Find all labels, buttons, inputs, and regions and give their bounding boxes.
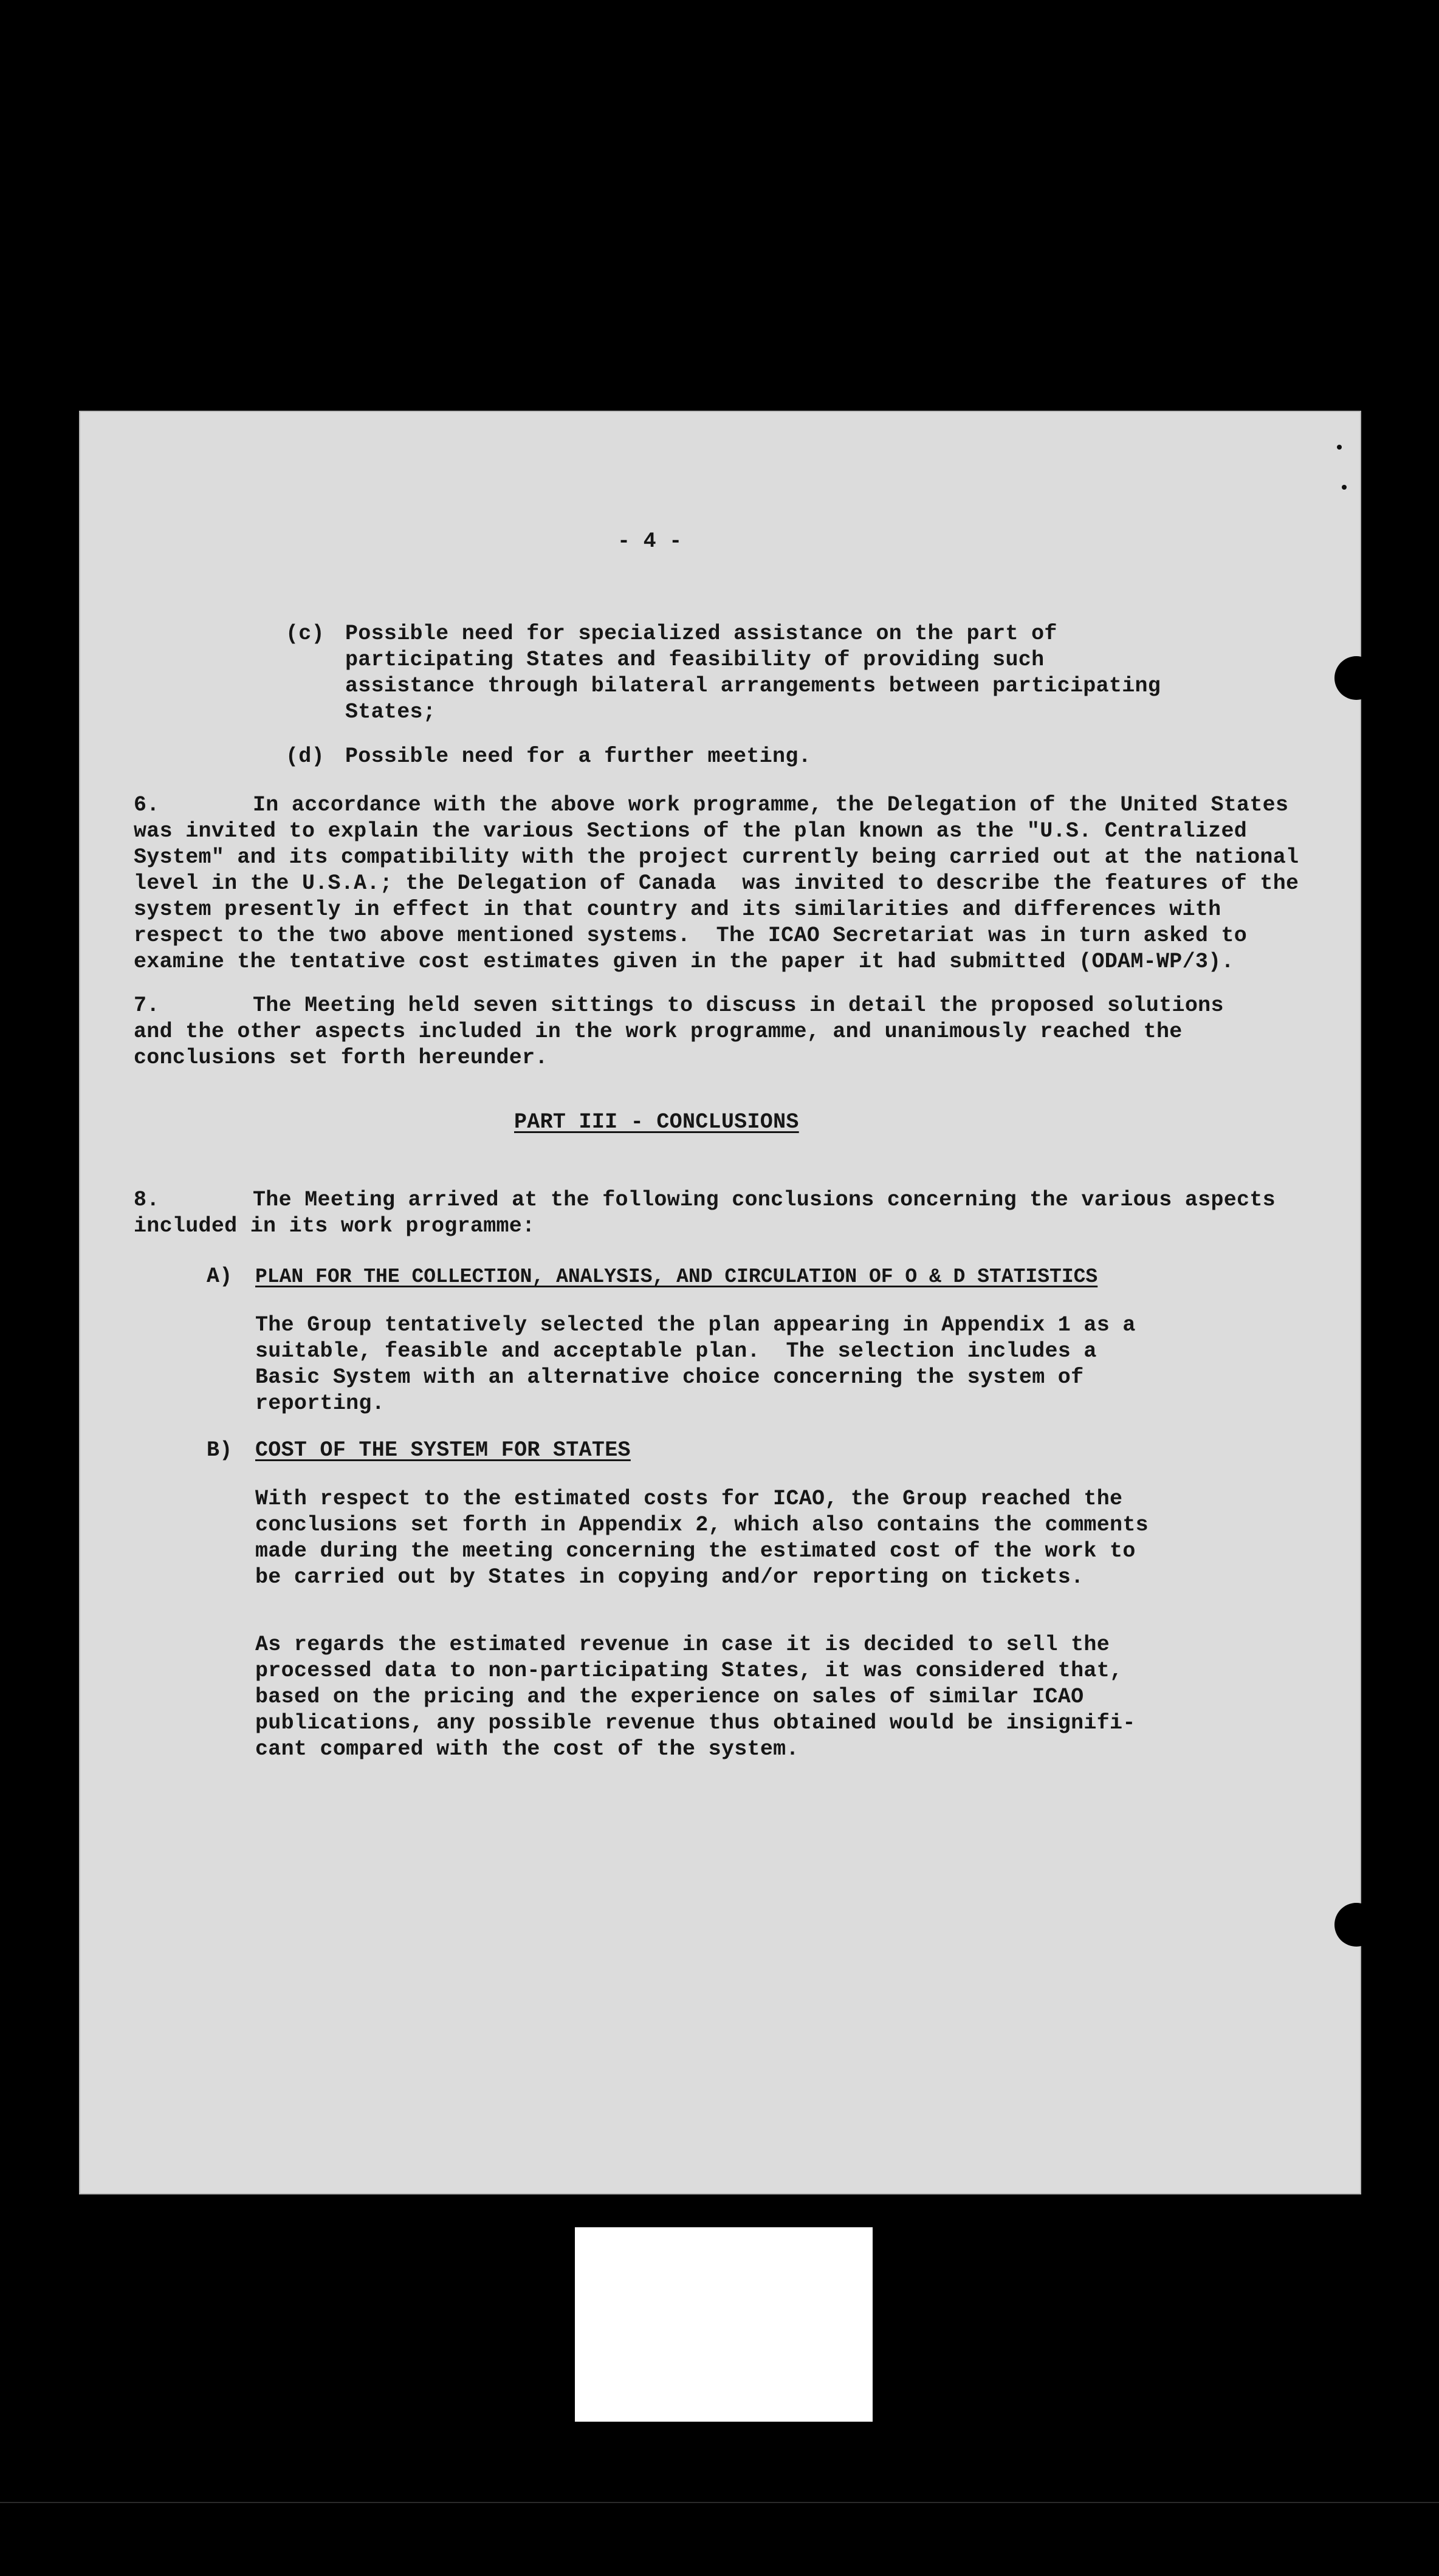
para6-line: system presently in effect in that country and its similarities and differences with (134, 897, 1221, 922)
section-b-heading: COST OF THE SYSTEM FOR STATES (255, 1438, 631, 1462)
section-b-p2-line: publications, any possible revenue thus obtained would be insignifi- (255, 1711, 1136, 1735)
item-d-label: (d) (286, 744, 325, 769)
page-number: - 4 - (617, 529, 682, 553)
item-c-label: (c) (286, 622, 325, 646)
para6-line: examine the tentative cost estimates given in the paper it had submitted (ODAM-WP/3). (134, 950, 1234, 974)
section-b-p2-line: cant compared with the cost of the system. (255, 1737, 799, 1761)
section-b-p2-line: processed data to non-participating States, it was considered that, (255, 1659, 1123, 1683)
item-c-line: assistance through bilateral arrangements between participating (345, 674, 1161, 698)
section-a-line: Basic System with an alternative choice concerning the system of (255, 1365, 1084, 1389)
para8-number: 8. (134, 1188, 160, 1212)
document-page (79, 411, 1361, 2194)
item-c-line: Possible need for specialized assistance on the part of (345, 622, 1057, 646)
para6-line: System" and its compatibility with the project currently being carried out at the national (134, 845, 1299, 869)
section-b-p2-line: As regards the estimated revenue in case it is decided to sell the (255, 1632, 1110, 1657)
para7-line: conclusions set forth hereunder. (134, 1046, 548, 1070)
section-b-p2-line: based on the pricing and the experience on sales of similar ICAO (255, 1685, 1084, 1709)
section-a-label: A) (207, 1264, 233, 1289)
item-c-line: States; (345, 700, 436, 724)
para6-number: 6. (134, 793, 160, 817)
para7-number: 7. (134, 993, 160, 1018)
scan-bottom-edge (0, 2502, 1439, 2503)
section-b-p1-line: conclusions set forth in Appendix 2, which also contains the comments (255, 1513, 1149, 1537)
part-heading: PART III - CONCLUSIONS (514, 1110, 799, 1134)
para7-line: and the other aspects included in the work programme, and unanimously reached the (134, 1019, 1183, 1044)
para6-line: level in the U.S.A.; the Delegation of Canada was invited to describe the features of the (134, 871, 1299, 896)
para6-line: In accordance with the above work programme, the Delegation of the United States (253, 793, 1289, 817)
para7-line: The Meeting held seven sittings to discuss in detail the proposed solutions (253, 993, 1224, 1018)
section-b-p1-line: With respect to the estimated costs for ICAO, the Group reached the (255, 1487, 1123, 1511)
section-b-p1-line: be carried out by States in copying and/or reporting on tickets. (255, 1565, 1084, 1589)
para8-line: included in its work programme: (134, 1214, 535, 1238)
section-b-p1-line: made during the meeting concerning the estimated cost of the work to (255, 1539, 1136, 1563)
para8-line: The Meeting arrived at the following conclusions concerning the various aspects (253, 1188, 1276, 1212)
punch-hole-top (1334, 656, 1378, 700)
punch-hole-bottom (1334, 1903, 1378, 1947)
section-b-label: B) (207, 1438, 233, 1462)
item-c-line: participating States and feasibility of providing such (345, 648, 1045, 672)
para6-line: respect to the two above mentioned systems. The ICAO Secretariat was in turn asked to (134, 923, 1248, 948)
white-card (575, 2227, 873, 2422)
section-a-heading: PLAN FOR THE COLLECTION, ANALYSIS, AND CIRCULATION OF O & D STATISTICS (255, 1266, 1098, 1288)
section-a-line: reporting. (255, 1391, 385, 1416)
item-d-line: Possible need for a further meeting. (345, 744, 811, 769)
para6-line: was invited to explain the various Sections of the plan known as the "U.S. Centralized (134, 819, 1248, 843)
dust-speck (1342, 485, 1347, 490)
section-a-line: The Group tentatively selected the plan appearing in Appendix 1 as a (255, 1313, 1136, 1337)
section-a-line: suitable, feasible and acceptable plan. The selection includes a (255, 1339, 1097, 1363)
dust-speck (1337, 445, 1342, 450)
